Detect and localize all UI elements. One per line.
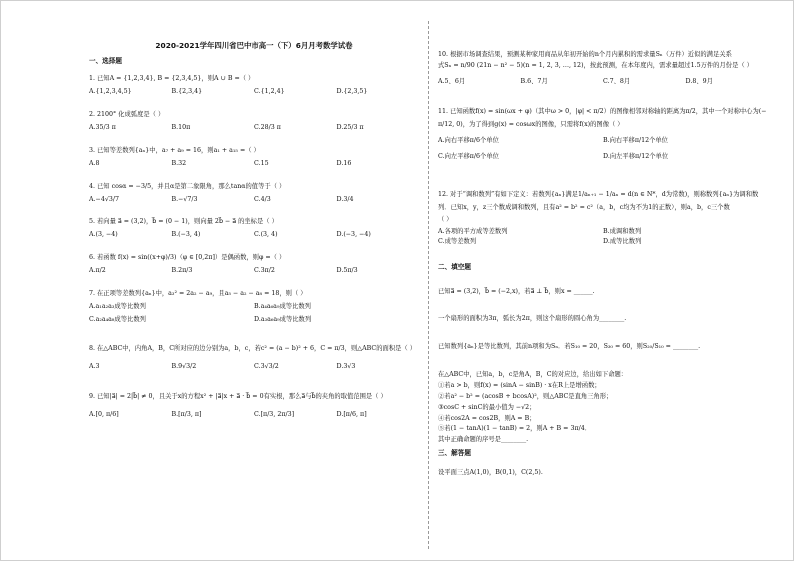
question-13: 已知a⃗ = (3,2)，b⃗ = (−2,x)，若a⃗ ⊥ b⃗，则x = ______. [438, 287, 595, 295]
question-stem: 5. 若向量 a⃗ = (3,2)，b⃗ = (0 − 1)，则向量 2b⃗ − a⃗ 的坐标是（ ） [89, 218, 278, 226]
question-ending: 其中正确命题的序号是________. [438, 436, 529, 444]
section-solve: 三、解答题 [438, 449, 471, 458]
question-3 [89, 147, 419, 168]
option-c[interactable]: C.28/3 π [254, 124, 281, 132]
option-a[interactable]: A.向右平移π/6个单位 [438, 137, 499, 145]
option-b[interactable]: B.成调和数列 [603, 227, 642, 235]
question-5 [89, 218, 419, 239]
question-15: 已知数列{aₙ}是等比数列，其前n项和为Sₙ．若S₁₀ = 20，S₃₀ = 60，则S₂₀/S₁₀ = ________. [438, 343, 701, 351]
option-d[interactable]: D.5π/3 [336, 266, 358, 274]
question-stem-line1: 11. 已知函数f(x) = sin(ωx + φ)（其中ω > 0，|φ| < π/2）的图像相邻对称轴的距离为π/2，其中一个对称中心为(− [438, 107, 767, 115]
statement-2: ②若a² − b² = (acosB + bcosA)²，则△ABC是直角三角形； [438, 392, 613, 400]
options [89, 303, 419, 324]
options [89, 160, 419, 168]
option-d[interactable]: D.向左平移π/12个单位 [603, 153, 669, 161]
question-stem-line2: 列．已知x，y，z三个数成调和数列，且有a² = b² = c²（a，b，c均为不为1的正数），则a，b，c三个数 [438, 203, 730, 211]
question-12 [438, 191, 768, 246]
question-stem: 在△ABC中，已知a，b，c是角A，B，C的对应边，给出如下命题： [438, 371, 628, 379]
option-a[interactable]: A.π/2 [89, 266, 106, 274]
options [89, 196, 419, 204]
option-d[interactable]: D.成等比数列 [603, 238, 642, 246]
option-d[interactable]: D.25/3 π [336, 124, 364, 132]
option-d[interactable]: D.a₃a₆a₉成等比数列 [254, 315, 312, 323]
option-c[interactable]: C.4/3 [254, 195, 271, 203]
question-stem-line1: 12. 对于“调和数列”有如下定义：若数列{aₙ}满足1/aₙ₊₁ − 1/aₙ = d(n ∈ N*，d为常数)，则称数列{aₙ}为调和数 [438, 191, 759, 199]
option-c[interactable]: C.15 [254, 159, 269, 167]
question-17: 设平面三点A(1,0)，B(0,1)，C(2,5). [438, 469, 543, 477]
question-16 [438, 371, 768, 444]
option-a[interactable]: A.各项的平方成等差数列 [438, 227, 508, 235]
option-c[interactable]: C.a₂a₄a₈成等比数列 [89, 315, 146, 323]
option-c[interactable]: C.{1,2,4} [254, 88, 285, 96]
question-stem: 1. 已知A = {1,2,3,4}, B = {2,3,4,5}，则A ∪ B =（ ） [89, 75, 255, 83]
question-7 [89, 290, 419, 324]
option-d[interactable]: D.8、9月 [685, 77, 713, 85]
question-8 [89, 345, 419, 371]
question-stem: 8. 在△ABC中，内角A，B，C所对应的边分别为a，b，c，若c² = (a − b)² + 6，C = π/3，则△ABC的面积是（ ） [89, 345, 417, 353]
options [438, 228, 768, 247]
question-stem: 9. 已知|a⃗| = 2|b⃗| ≠ 0，且关于x的方程x² + |a⃗|x + a⃗ · b⃗ = 0有实根，那么a⃗与b⃗的夹角的取值范围是（ ） [89, 393, 387, 401]
option-a[interactable]: A.8 [89, 159, 100, 167]
option-b[interactable]: B.10π [171, 124, 191, 132]
option-c[interactable]: C.3π/2 [254, 266, 275, 274]
option-a[interactable]: A.3 [89, 363, 100, 371]
statement-5: ⑤若(1 − tanA)(1 − tanB) = 2，则A + B = 3π/4． [438, 425, 592, 433]
option-a[interactable]: A.5、6月 [438, 77, 466, 85]
option-c[interactable]: C.[π/3, 2π/3] [254, 410, 295, 418]
options [89, 411, 419, 419]
option-a[interactable]: A.{1,2,3,4,5} [89, 88, 132, 96]
question-9 [89, 393, 419, 419]
section-choice: 一、选择题 [89, 57, 122, 66]
option-d[interactable]: D.[π/6, π] [336, 410, 367, 418]
options [438, 78, 768, 86]
question-stem: 4. 已知 cosα = −3/5，并且α是第二象限角，那么tanα的值等于（ ） [89, 182, 286, 190]
option-a[interactable]: A.(3, −4) [89, 231, 118, 239]
option-b[interactable]: B.[π/3, π] [171, 410, 202, 418]
question-4 [89, 183, 419, 204]
statement-4: ④若cos2A = cos2B，则A = B； [438, 414, 536, 422]
question-6 [89, 254, 419, 275]
options [89, 124, 419, 132]
option-b[interactable]: B.(−3, 4) [171, 231, 201, 239]
option-d[interactable]: D.{2,3,5} [336, 88, 368, 96]
option-b[interactable]: B.{2,3,4} [171, 88, 203, 96]
option-c[interactable]: C.向左平移π/6个单位 [438, 153, 499, 161]
option-b[interactable]: B.−√7/3 [171, 195, 198, 203]
statement-3: ③cosC + sinC的最小值为 −√2； [438, 403, 536, 411]
option-d[interactable]: D.16 [336, 159, 352, 167]
question-1 [89, 75, 419, 96]
options [89, 363, 419, 371]
option-b[interactable]: B.向右平移π/12个单位 [603, 137, 668, 145]
question-14: 一个扇形的面积为3π，弧长为2π，则这个扇形的圆心角为________. [438, 315, 627, 323]
option-a[interactable]: A.−4√3/7 [89, 195, 119, 203]
option-b[interactable]: B.9√3/2 [171, 363, 197, 371]
page-title: 2020-2021学年四川省巴中市高一（下）6月月考数学试卷 [155, 41, 353, 50]
left-column [89, 31, 419, 419]
option-b[interactable]: B.32 [171, 159, 187, 167]
section-fill: 二、填空题 [438, 263, 471, 272]
question-11 [438, 108, 768, 161]
statement-1: ①若a > b，则f(x) = (sinA − sinB) · x在R上是增函数； [438, 381, 601, 389]
options [89, 267, 419, 275]
option-c[interactable]: C.7、8月 [603, 77, 631, 85]
column-divider [428, 21, 429, 549]
right-column [438, 51, 768, 477]
question-stem: 2. 2100° 化成弧度是（ ） [89, 111, 165, 119]
question-2 [89, 111, 419, 132]
question-stem-line2: 式Sₙ = n/90 (21n − n² − 5)(n = 1, 2, 3, …, 12)，按此预测，在本年度内，需求量超过1.5万件的月份是（ ） [438, 61, 753, 69]
question-stem-line3: （ ） [438, 215, 453, 223]
option-a[interactable]: A.35/3 π [89, 124, 116, 132]
option-b[interactable]: B.2π/3 [171, 266, 193, 274]
question-stem: 7. 在正项等差数列{aₙ}中，a₃² = 2a₂ − a₉，且a₅ − a₂ − a₈ = 18，则（ ） [89, 289, 307, 297]
options [89, 88, 419, 96]
option-d[interactable]: D.3/4 [336, 195, 354, 203]
option-d[interactable]: D.(−3, −4) [336, 231, 371, 239]
question-stem-line2: π/12, 0)，为了得到g(x) = cosωx的图像，只需将f(x)的图像（ ） [438, 121, 624, 129]
option-c[interactable]: C.(3, 4) [254, 231, 278, 239]
question-stem: 6. 若函数 f(x) = sin((x+φ)/3)（φ ∈ [0,2π]）是偶函数，则φ =（ ） [89, 254, 286, 262]
option-a[interactable]: A.[0, π/6] [89, 410, 119, 418]
question-stem: 3. 已知等差数列{aₙ}中，a₇ + a₉ = 16，则a₁ + a₁₅ =（ ） [89, 146, 260, 154]
options [438, 137, 768, 161]
question-10 [438, 51, 768, 86]
option-a[interactable]: A.a₁a₂a₃成等比数列 [89, 302, 146, 310]
option-b[interactable]: B.6、7月 [520, 77, 548, 85]
question-stem-line1: 10. 根据市场调查结果，预测某种家用商品从年初开始的n个月内累积的需求量Sₙ（万件）近似的满足关系 [438, 51, 732, 58]
option-c[interactable]: C.3√3/2 [254, 363, 279, 371]
option-d[interactable]: D.3√3 [336, 363, 356, 371]
option-b[interactable]: B.a₄a₆a₉成等比数列 [254, 302, 311, 310]
options [89, 231, 419, 239]
option-c[interactable]: C.成等差数列 [438, 238, 477, 246]
